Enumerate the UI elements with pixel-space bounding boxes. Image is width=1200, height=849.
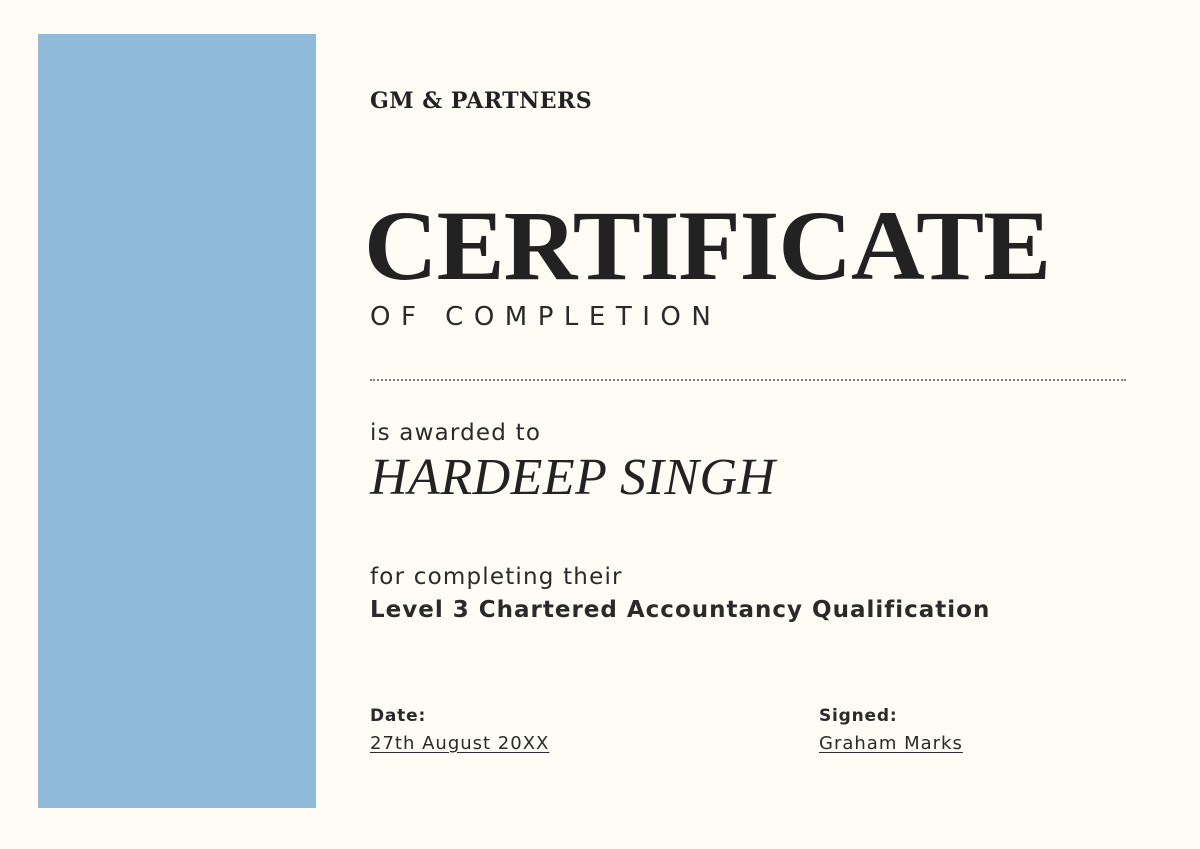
awarded-to-label: is awarded to bbox=[370, 420, 542, 446]
accent-side-panel bbox=[38, 34, 316, 808]
certificate-title: CERTIFICATE bbox=[364, 190, 1051, 301]
signed-label: Signed: bbox=[819, 706, 898, 726]
date-value: 27th August 20XX bbox=[370, 733, 550, 754]
qualification-name: Level 3 Chartered Accountancy Qualification bbox=[370, 597, 991, 623]
company-brand: GM & PARTNERS bbox=[370, 88, 593, 114]
date-label: Date: bbox=[370, 706, 427, 726]
recipient-name: HARDEEP SINGH bbox=[370, 449, 776, 506]
completing-label: for completing their bbox=[370, 564, 623, 590]
signature-name: Graham Marks bbox=[819, 733, 963, 754]
certificate-subtitle: OF COMPLETION bbox=[370, 302, 722, 332]
dotted-divider bbox=[370, 379, 1126, 381]
